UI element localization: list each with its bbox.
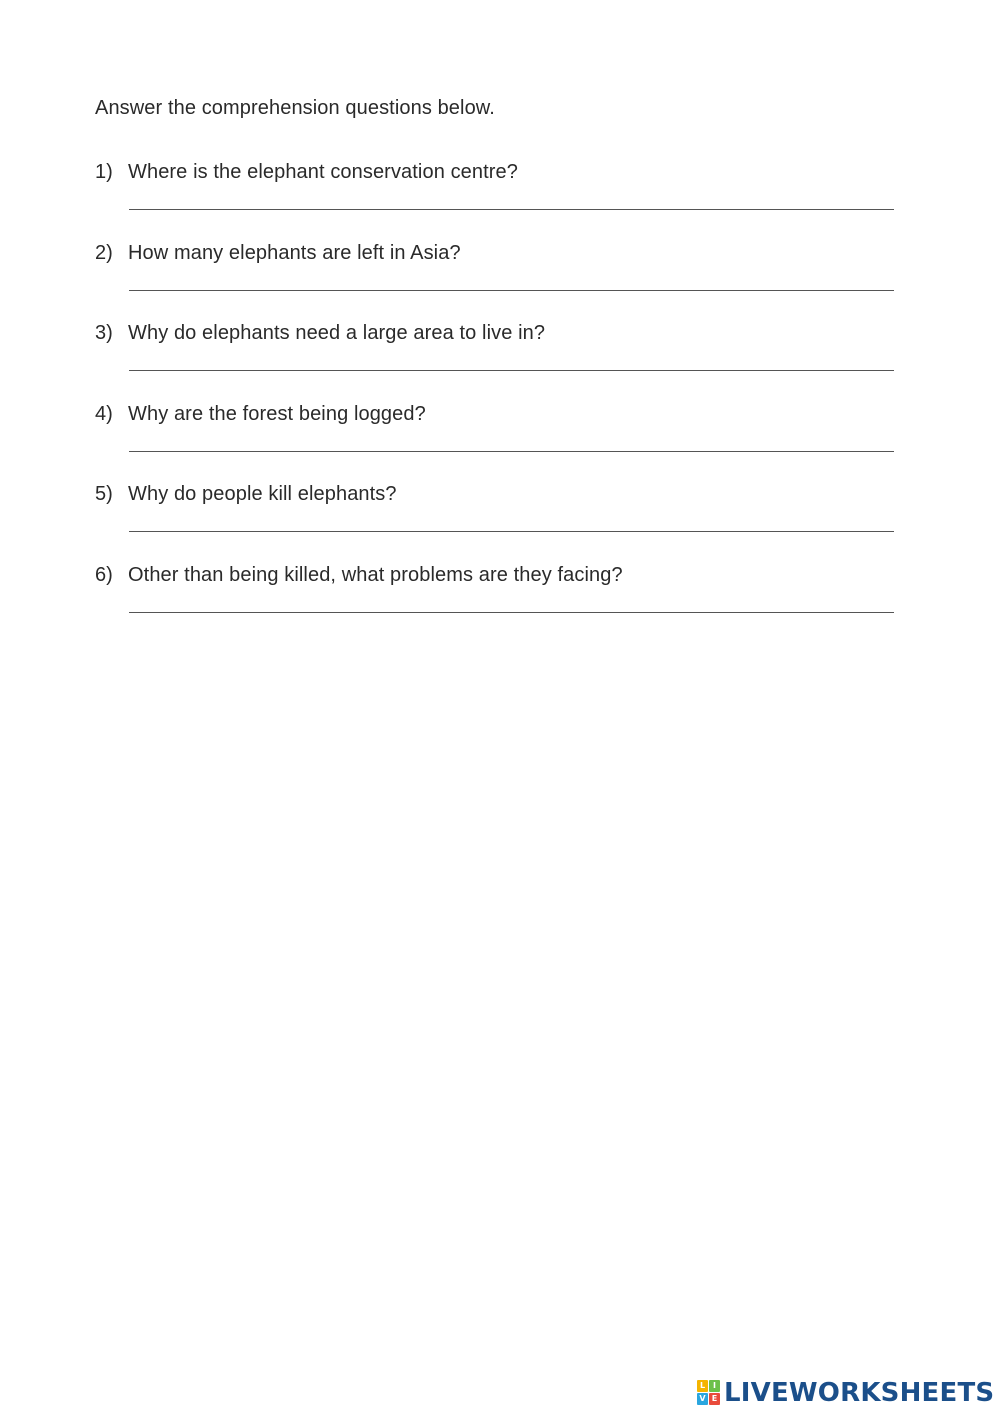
- answer-line-3[interactable]: [129, 370, 894, 371]
- question-text: How many elephants are left in Asia?: [128, 242, 461, 264]
- question-text: Why do elephants need a large area to live in?: [128, 322, 546, 344]
- question-text: Why do people kill elephants?: [128, 483, 397, 505]
- question-1: [95, 160, 895, 220]
- question-number: 5): [95, 483, 113, 505]
- answer-line-1[interactable]: [129, 209, 894, 210]
- logo-mark-square: V: [697, 1393, 708, 1405]
- question-2: [95, 241, 895, 301]
- question-number: 1): [95, 161, 113, 183]
- question-text: Where is the elephant conservation centre?: [128, 161, 518, 183]
- answer-line-6[interactable]: [129, 612, 894, 613]
- question-text: Why are the forest being logged?: [128, 403, 426, 425]
- question-number: 2): [95, 242, 113, 264]
- question-text: Other than being killed, what problems are they facing?: [128, 564, 623, 586]
- question-4: [95, 402, 895, 462]
- question-6: [95, 563, 895, 623]
- question-number: 4): [95, 403, 113, 425]
- logo-mark-square: L: [697, 1380, 708, 1392]
- answer-line-4[interactable]: [129, 451, 894, 452]
- logo-text: LIVEWORKSHEETS: [724, 1378, 995, 1408]
- answer-line-2[interactable]: [129, 290, 894, 291]
- question-number: 6): [95, 564, 113, 586]
- question-5: [95, 482, 895, 542]
- question-number: 3): [95, 322, 113, 344]
- answer-line-5[interactable]: [129, 531, 894, 532]
- logo-mark-icon: [697, 1380, 721, 1406]
- liveworksheets-logo: [697, 1376, 994, 1410]
- logo-mark-square: I: [709, 1380, 720, 1392]
- instruction-text: Answer the comprehension questions below.: [95, 97, 495, 119]
- logo-mark-square: E: [709, 1393, 720, 1405]
- question-3: [95, 321, 895, 381]
